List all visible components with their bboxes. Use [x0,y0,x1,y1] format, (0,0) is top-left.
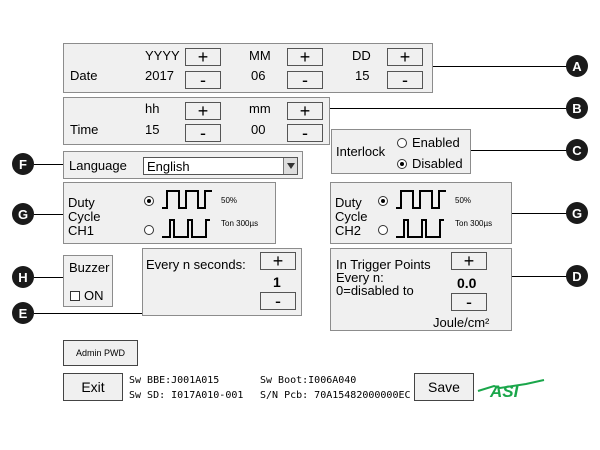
year-minus-button[interactable]: - [185,71,221,89]
interlock-disabled-label: Disabled [412,156,463,171]
year-label: YYYY [145,48,180,63]
sw-bbe-text: Sw BBE:J001A015 [129,375,220,386]
callout-d: D [566,265,588,287]
buzzer-on-label: ON [84,288,104,303]
callout-g-left-line [34,214,64,215]
every-n-minus-button[interactable]: - [260,292,296,310]
buzzer-checkbox[interactable] [70,291,80,301]
hour-value: 15 [145,122,160,137]
hour-label: hh [145,101,160,116]
callout-a-line [433,66,567,67]
duty-ch1-label-2: Cycle [68,209,101,224]
duty-ch1-ton-label: Ton 300µs [221,219,259,228]
duty-ch2-50-label: 50% [455,196,472,205]
duty-ch1-ton-radio[interactable] [144,225,154,235]
callout-a: A [566,55,588,77]
language-panel [63,151,303,179]
every-n-value: 1 [273,274,281,290]
chevron-down-icon[interactable] [283,158,297,174]
trigger-line-3: 0=disabled to [336,283,414,298]
time-label: Time [70,122,99,137]
month-value: 06 [251,68,266,83]
interlock-enabled-label: Enabled [412,135,460,150]
interlock-panel [331,129,471,174]
sw-sd-text: Sw SD: I017A010-001 [129,390,244,401]
interlock-enabled-radio[interactable] [397,138,407,148]
callout-g-right: G [566,202,588,224]
exit-button[interactable]: Exit [63,373,123,401]
year-plus-button[interactable]: + [185,48,221,66]
day-minus-button[interactable]: - [387,71,423,89]
duty-ch1-panel [63,182,276,244]
every-n-panel [142,248,302,316]
admin-pwd-button[interactable]: Admin PWD [63,340,138,366]
save-button[interactable]: Save [414,373,474,401]
trigger-line-2: Every n: [336,270,384,285]
duty-ch1-50-radio[interactable] [144,196,154,206]
duty-ch1-label-1: Duty [68,195,95,210]
day-label: DD [352,48,371,63]
callout-e-line [34,313,142,314]
trigger-unit: Joule/cm² [433,315,490,330]
duty-ch2-label-2: Cycle [335,209,368,224]
every-n-label: Every n seconds: [146,257,246,272]
date-label: Date [70,68,98,83]
buzzer-panel [63,255,113,307]
callout-f: F [12,153,34,175]
year-value: 2017 [145,68,174,83]
duty-ch2-label-1: Duty [335,195,362,210]
interlock-label: Interlock [336,144,386,159]
date-panel [63,43,433,93]
pulse-wave-icon [396,218,446,238]
callout-h: H [12,266,34,288]
callout-h-line [34,277,64,278]
day-value: 15 [355,68,370,83]
trigger-minus-button[interactable]: - [451,293,487,311]
duty-ch2-ton-radio[interactable] [378,225,388,235]
callout-d-line [512,276,567,277]
month-plus-button[interactable]: + [287,48,323,66]
minute-label: mm [249,101,271,116]
trigger-plus-button[interactable]: + [451,252,487,270]
trigger-panel [330,248,512,331]
callout-g-left: G [12,203,34,225]
duty-ch2-label-3: CH2 [335,223,362,238]
month-minus-button[interactable]: - [287,71,323,89]
callout-f-line [34,164,64,165]
pulse-wave-icon [162,218,212,238]
every-n-plus-button[interactable]: + [260,252,296,270]
time-panel [63,97,330,145]
duty-ch2-ton-label: Ton 300µs [455,219,493,228]
callout-e: E [12,302,34,324]
language-select[interactable] [143,157,298,175]
month-label: MM [249,48,271,63]
duty-ch1-label-3: CH1 [68,223,95,238]
minute-minus-button[interactable]: - [287,124,323,142]
duty-ch2-50-radio[interactable] [378,196,388,206]
asi-logo [476,376,546,402]
duty-ch1-50-label: 50% [221,196,238,205]
minute-plus-button[interactable]: + [287,102,323,120]
square-wave-icon [396,189,446,209]
interlock-disabled-radio[interactable] [397,159,407,169]
callout-b-line [330,108,567,109]
callout-c-line [471,150,567,151]
square-wave-icon [162,189,212,209]
minute-value: 00 [251,122,266,137]
hour-plus-button[interactable]: + [185,102,221,120]
trigger-line-1: In Trigger Points [336,257,431,272]
callout-g-right-line [512,213,567,214]
language-label: Language [69,158,127,173]
sw-boot-text: Sw Boot:I006A040 [260,375,357,386]
hour-minus-button[interactable]: - [185,124,221,142]
day-plus-button[interactable]: + [387,48,423,66]
logo-text: ASI [490,382,519,401]
language-select-value: English [147,159,190,174]
callout-c: C [566,139,588,161]
sn-pcb-text: S/N Pcb: 70A15482000000EC [260,390,411,401]
buzzer-label: Buzzer [69,260,110,275]
trigger-value: 0.0 [457,275,477,291]
callout-b: B [566,97,588,119]
duty-ch2-panel [330,182,512,244]
